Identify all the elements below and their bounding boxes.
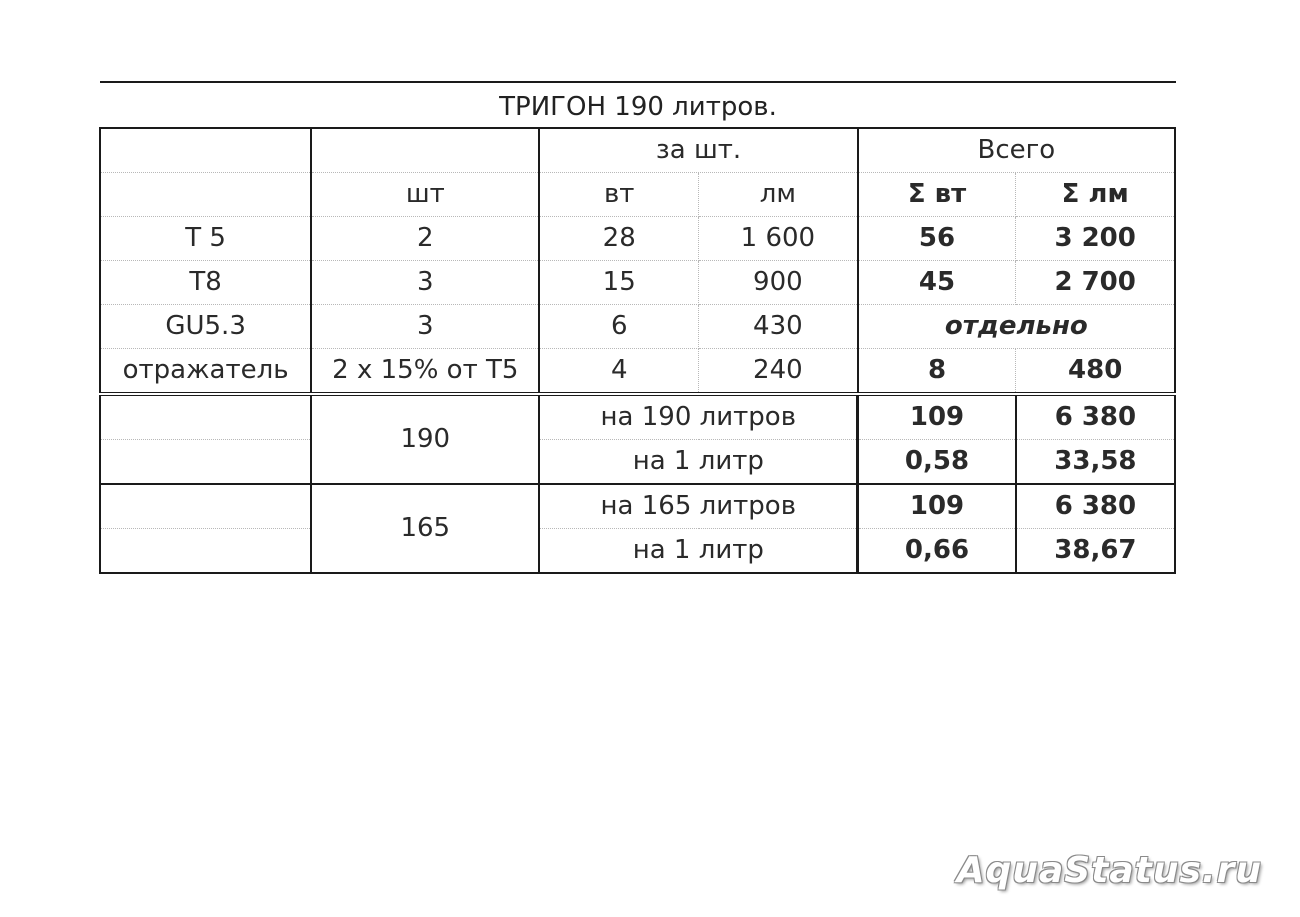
header-empty-cell — [100, 173, 311, 217]
document-title: ТРИГОН 190 литров. — [499, 92, 777, 122]
summary-empty-cell — [100, 529, 311, 574]
lamp-watts: 28 — [539, 217, 698, 261]
summary-label: на 1 литр — [539, 529, 857, 574]
summary-empty-cell — [100, 484, 311, 529]
lamp-sum-watts: 8 — [858, 349, 1016, 395]
lamp-lumens: 430 — [699, 305, 858, 349]
table-row — [100, 305, 1175, 349]
summary-sum-lumens: 38,67 — [1016, 529, 1175, 574]
table-row — [100, 349, 1175, 395]
summary-row — [100, 440, 1175, 485]
summary-sum-watts: 109 — [858, 484, 1016, 529]
lamp-qty: 3 — [311, 261, 539, 305]
header-lumens: лм — [699, 173, 858, 217]
lamp-sum-lumens: 2 700 — [1016, 261, 1175, 305]
lamp-watts: 4 — [539, 349, 698, 395]
summary-sum-lumens: 33,58 — [1016, 440, 1175, 485]
header-watts: вт — [539, 173, 698, 217]
summary-label: на 165 литров — [539, 484, 857, 529]
lamp-lumens: 900 — [699, 261, 858, 305]
lamp-sum-watts: 45 — [858, 261, 1016, 305]
lamp-sum-lumens: 480 — [1016, 349, 1175, 395]
summary-row — [100, 484, 1175, 529]
lighting-table — [99, 127, 1176, 574]
lamp-total-note: отдельно — [858, 305, 1175, 349]
header-sum-watts: Σ вт — [858, 173, 1016, 217]
summary-empty-cell — [100, 440, 311, 485]
lamp-watts: 15 — [539, 261, 698, 305]
header-empty-cell — [100, 128, 311, 173]
lamp-name: отражатель — [100, 349, 311, 395]
summary-label: на 190 литров — [539, 394, 857, 440]
summary-sum-watts: 109 — [858, 394, 1016, 440]
summary-row — [100, 529, 1175, 574]
summary-row — [100, 394, 1175, 440]
header-sum-lumens: Σ лм — [1016, 173, 1175, 217]
lamp-sum-lumens: 3 200 — [1016, 217, 1175, 261]
lamp-lumens: 240 — [699, 349, 858, 395]
summary-volume: 190 — [311, 394, 539, 484]
header-row-1 — [100, 128, 1175, 173]
summary-sum-lumens: 6 380 — [1016, 484, 1175, 529]
summary-sum-lumens: 6 380 — [1016, 394, 1175, 440]
lamp-qty: 2 — [311, 217, 539, 261]
header-empty-cell — [311, 128, 539, 173]
table-row — [100, 261, 1175, 305]
lamp-lumens: 1 600 — [699, 217, 858, 261]
table-row — [100, 217, 1175, 261]
site-watermark: AquaStatus.ru — [956, 850, 1262, 891]
summary-empty-cell — [100, 394, 311, 440]
summary-sum-watts: 0,58 — [858, 440, 1016, 485]
lamp-name: GU5.3 — [100, 305, 311, 349]
header-per-unit: за шт. — [539, 128, 857, 173]
header-total: Всего — [858, 128, 1175, 173]
lamp-name: Т8 — [100, 261, 311, 305]
top-rule — [100, 81, 1176, 83]
lamp-sum-watts: 56 — [858, 217, 1016, 261]
header-qty: шт — [311, 173, 539, 217]
header-row-2 — [100, 173, 1175, 217]
lamp-name: Т 5 — [100, 217, 311, 261]
lamp-watts: 6 — [539, 305, 698, 349]
summary-sum-watts: 0,66 — [858, 529, 1016, 574]
summary-volume: 165 — [311, 484, 539, 573]
lamp-qty: 2 х 15% от Т5 — [311, 349, 539, 395]
lamp-qty: 3 — [311, 305, 539, 349]
summary-label: на 1 литр — [539, 440, 857, 485]
